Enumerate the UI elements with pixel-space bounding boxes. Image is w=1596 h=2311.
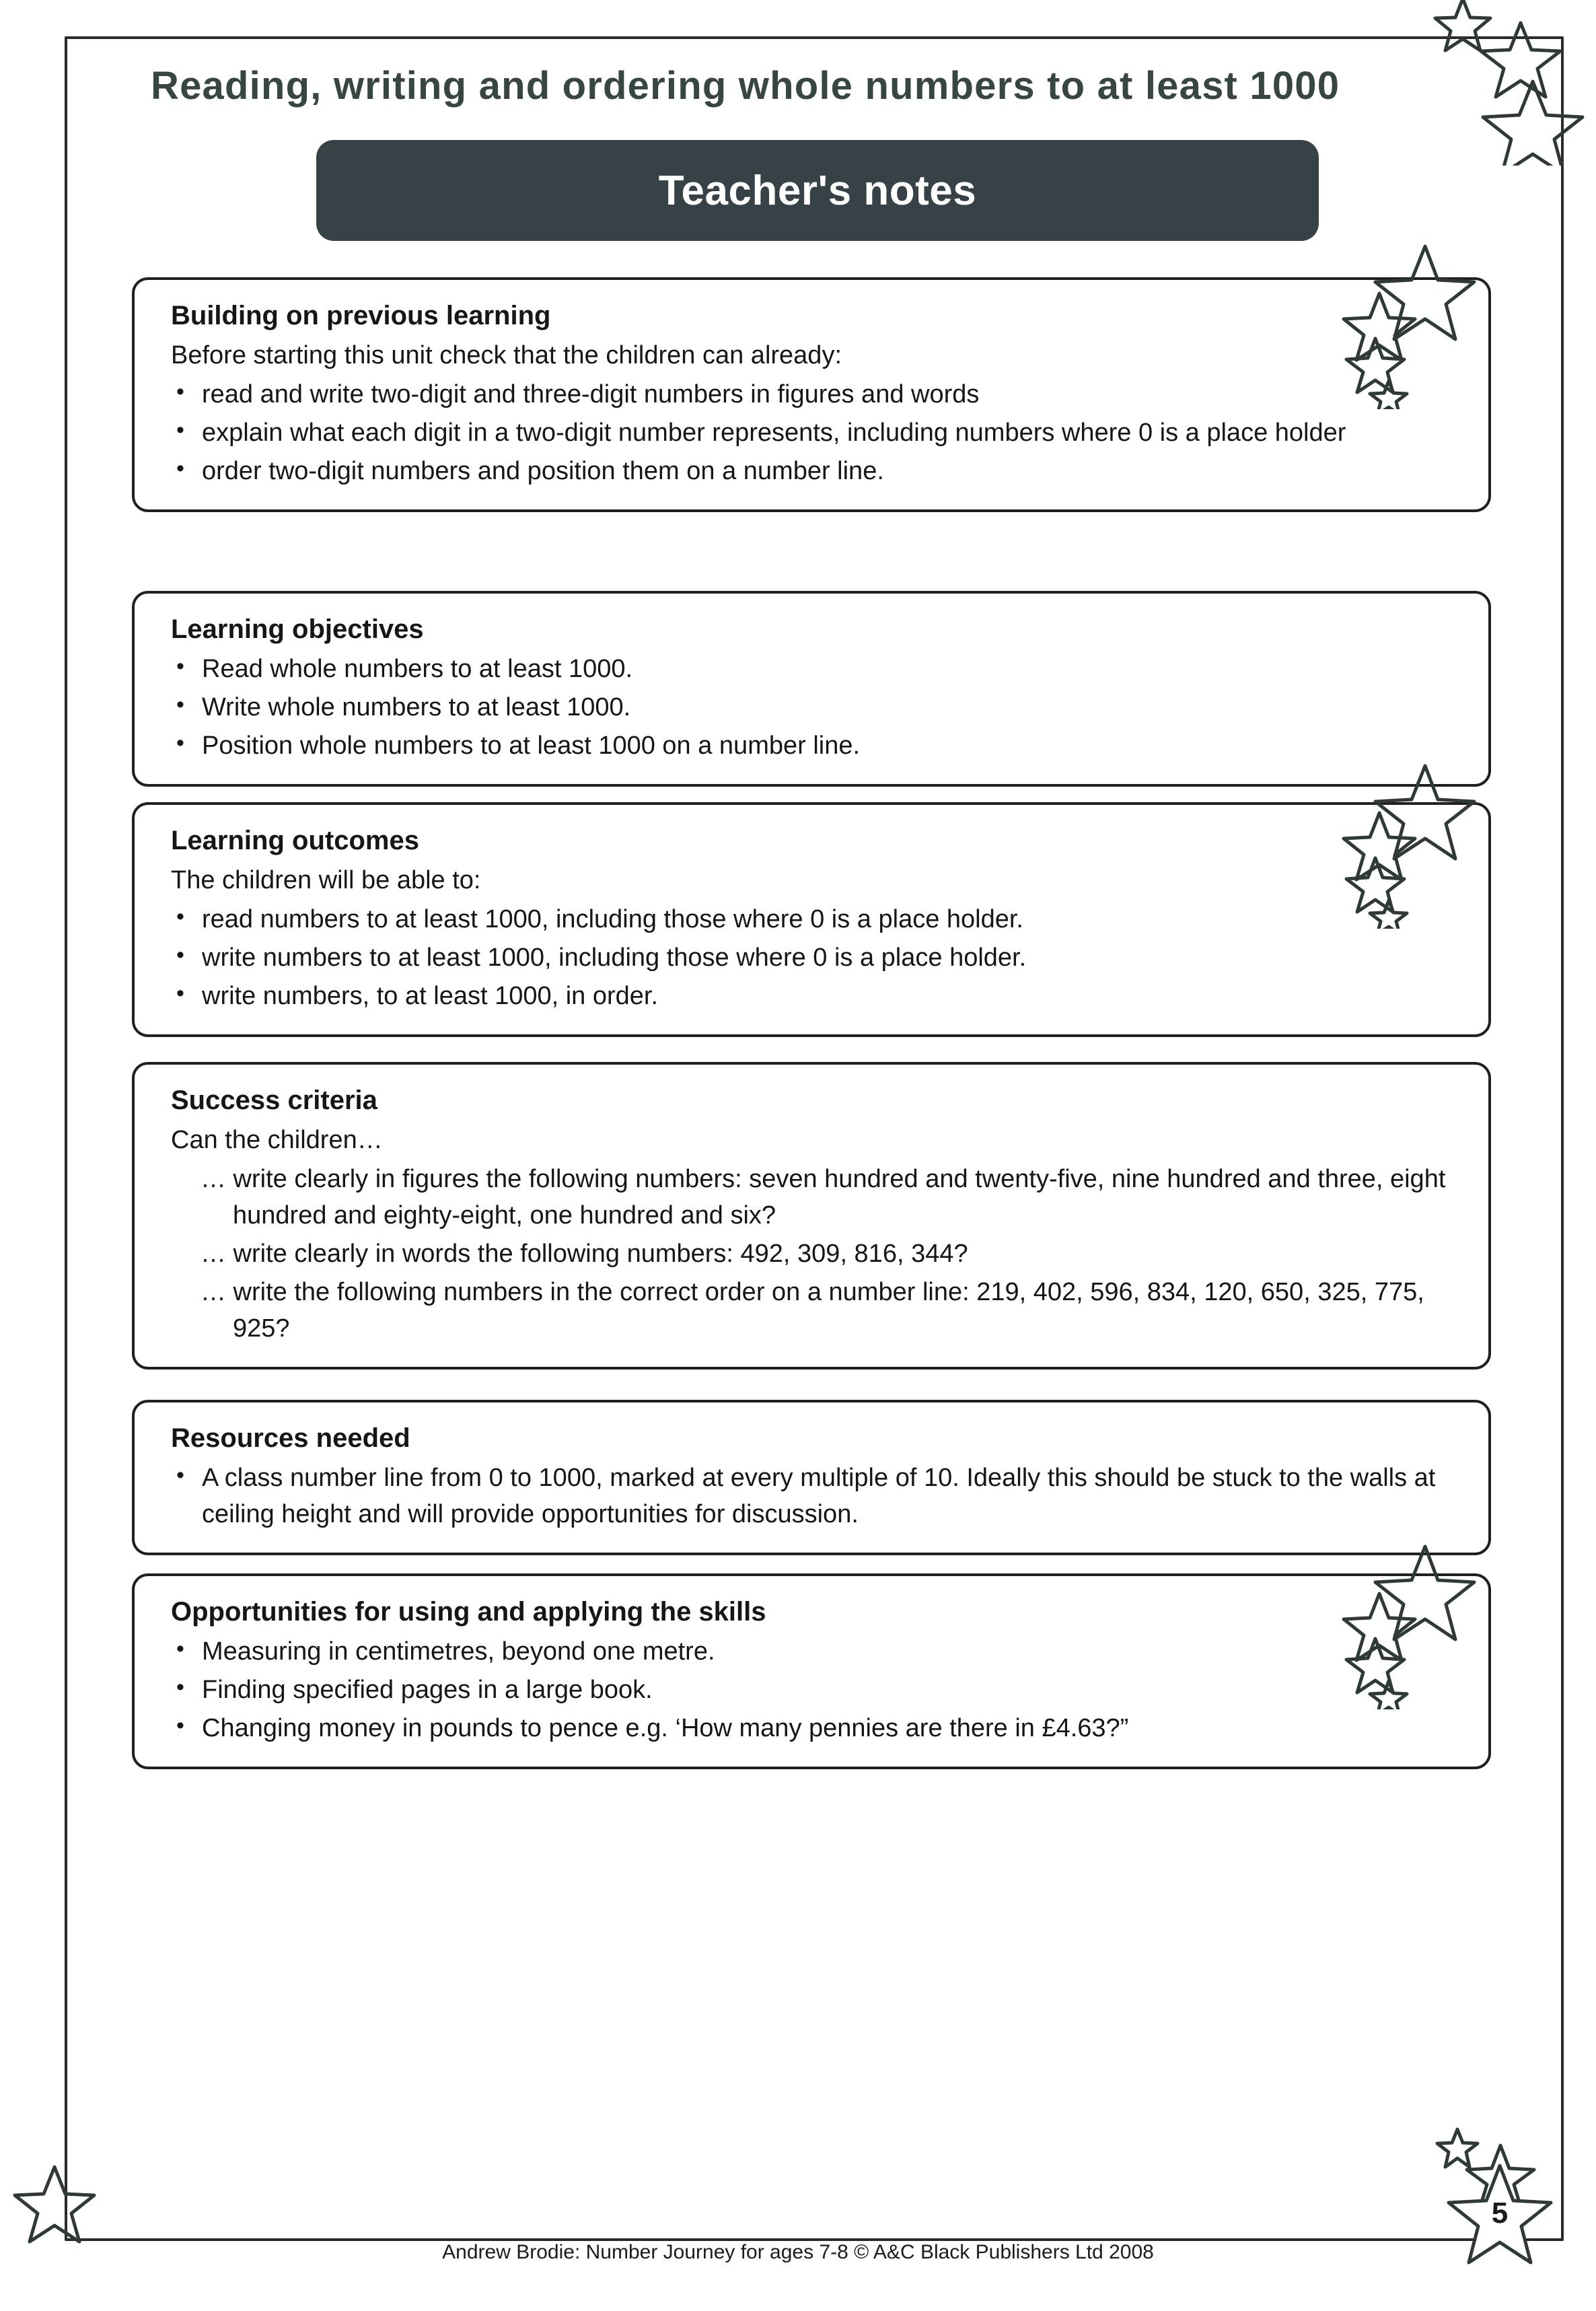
list-item: … write clearly in figures the following numbers: seven hundred and twenty-five, nine hundred and three, eight hundred and eighty-eight, one hundred and six? (201, 1165, 1446, 1230)
section-heading: Learning outcomes (171, 826, 419, 855)
list-item: • Read whole numbers to at least 1000. (171, 651, 1457, 688)
section-resources-needed (132, 1400, 1491, 1555)
page-title: Reading, writing and ordering whole numbers to at least 1000 (151, 64, 1340, 108)
section-lead-text: The children will be able to: (171, 866, 481, 894)
list-item: • read numbers to at least 1000, including those where 0 is a place holder. (171, 902, 1457, 938)
teachers-notes-banner (316, 140, 1319, 241)
list-item: • Measuring in centimetres, beyond one metre. (171, 1634, 1457, 1670)
list-item: • order two-digit numbers and position them on a number line. (171, 454, 1457, 490)
page-number: 5 (1491, 2197, 1509, 2230)
section-opportunities-using-applying-skills (132, 1573, 1491, 1769)
section-heading: Opportunities for using and applying the skills (171, 1597, 766, 1627)
list-item: • Position whole numbers to at least 1000 on a number line. (171, 728, 1457, 765)
bullet-list (171, 1460, 1457, 1533)
list-item: … write the following numbers in the correct order on a number line: 219, 402, 596, 834, 120, 650, 325, 775, 925? (201, 1278, 1424, 1343)
criteria-list (171, 1162, 1457, 1347)
list-item: • write numbers, to at least 1000, in order. (171, 979, 1457, 1015)
section-learning-outcomes (132, 802, 1491, 1037)
list-item: • explain what each digit in a two-digit number represents, including numbers where 0 is a place holder (171, 415, 1457, 452)
section-heading: Success criteria (171, 1086, 377, 1115)
list-item: • read and write two-digit and three-digit numbers in figures and words (171, 377, 1457, 413)
bullet-list (171, 651, 1457, 765)
section-heading: Learning objectives (171, 614, 424, 644)
section-building-on-previous-learning (132, 277, 1491, 512)
list-item: … write clearly in words the following numbers: 492, 309, 816, 344? (201, 1240, 968, 1269)
section-success-criteria (132, 1062, 1491, 1370)
section-learning-objectives (132, 591, 1491, 787)
bullet-list (171, 377, 1457, 490)
bullet-list (171, 1634, 1457, 1747)
teachers-notes-banner-label: Teacher's notes (658, 167, 977, 214)
bullet-list (171, 902, 1457, 1015)
section-heading: Building on previous learning (171, 301, 551, 330)
section-heading: Resources needed (171, 1423, 410, 1453)
section-lead-text: Before starting this unit check that the children can already: (171, 341, 842, 369)
list-item: • A class number line from 0 to 1000, marked at every multiple of 10. Ideally this should be stuck to the walls at ceiling height and will provide opportunities for discussion. (171, 1460, 1457, 1533)
footer-credit: Andrew Brodie: Number Journey for ages 7-8 © A&C Black Publishers Ltd 2008 (442, 2241, 1154, 2263)
list-item: • Write whole numbers to at least 1000. (171, 690, 1457, 726)
list-item: • Changing money in pounds to pence e.g. ‘How many pennies are there in £4.63?” (171, 1711, 1457, 1747)
section-lead-text: Can the children… (171, 1126, 383, 1154)
list-item: • write numbers to at least 1000, including those where 0 is a place holder. (171, 940, 1457, 976)
list-item: • Finding specified pages in a large book. (171, 1672, 1457, 1709)
